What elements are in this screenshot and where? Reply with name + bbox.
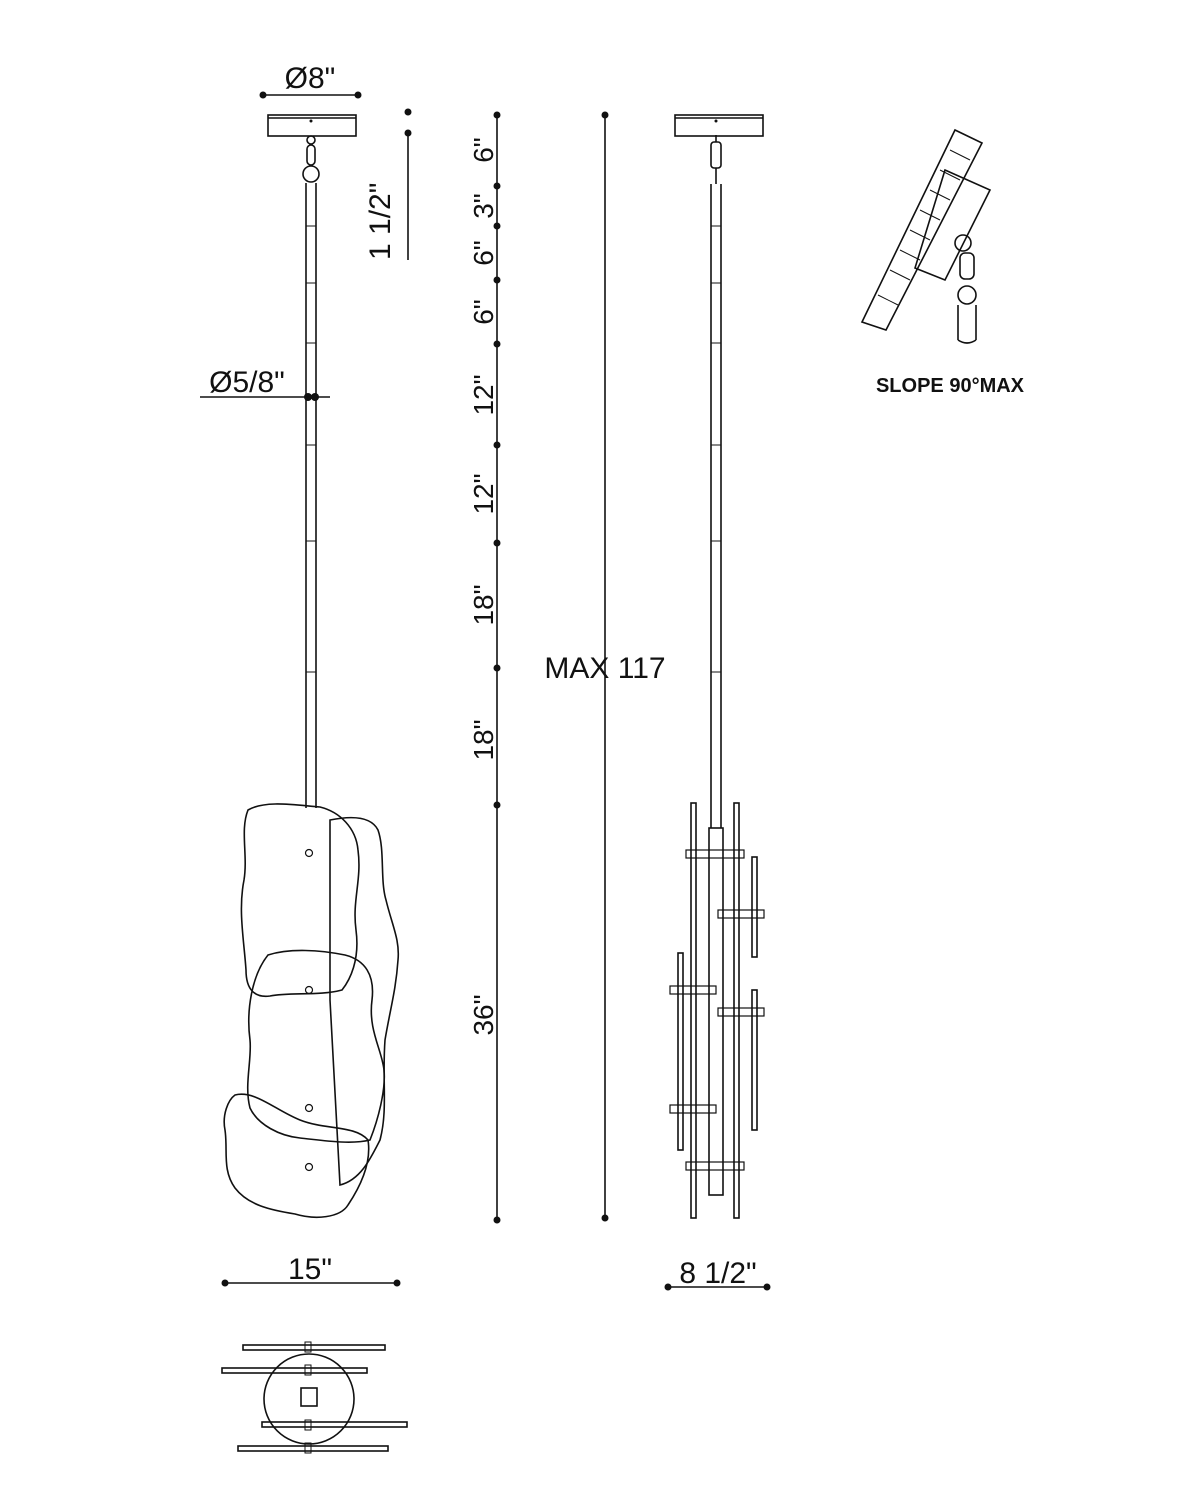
shade-panel-bottom	[224, 1094, 368, 1217]
segment-label: 18"	[468, 584, 499, 626]
sloped-ceiling	[862, 130, 982, 330]
shade-panel-top	[241, 804, 359, 996]
segment-label: 12"	[468, 374, 499, 416]
segment-label: 6"	[468, 240, 499, 266]
segment-labels	[468, 137, 499, 1035]
offset-label: 1 1/2"	[364, 182, 397, 260]
segment-label: 18"	[468, 719, 499, 761]
segment-label: 6"	[468, 137, 499, 163]
segment-label: 12"	[468, 473, 499, 515]
overall-max-label: MAX 117	[544, 652, 666, 685]
slope-label: SLOPE 90°MAX	[875, 375, 1025, 397]
shade-panel-back	[330, 818, 398, 1185]
rod-diameter-label: Ø5/8"	[209, 366, 285, 399]
offset-dimension	[405, 109, 412, 261]
side-view	[665, 115, 771, 1291]
canopy-diameter-label: Ø8"	[284, 62, 336, 95]
shade-panel-middle	[248, 950, 385, 1142]
segment-label: 3"	[468, 193, 499, 219]
segment-dimension-line	[494, 112, 501, 1224]
front-width-label: 15"	[287, 1253, 333, 1286]
chain-link	[307, 136, 315, 144]
segment-label: 36"	[468, 994, 499, 1036]
slope-detail	[862, 130, 990, 343]
segment-label: 6"	[468, 299, 499, 325]
sloped-canopy	[915, 170, 990, 280]
plan-view	[222, 1342, 407, 1453]
chain-ring	[303, 166, 319, 182]
front-view	[200, 92, 401, 1287]
side-width-label: 8 1/2"	[679, 1257, 757, 1290]
